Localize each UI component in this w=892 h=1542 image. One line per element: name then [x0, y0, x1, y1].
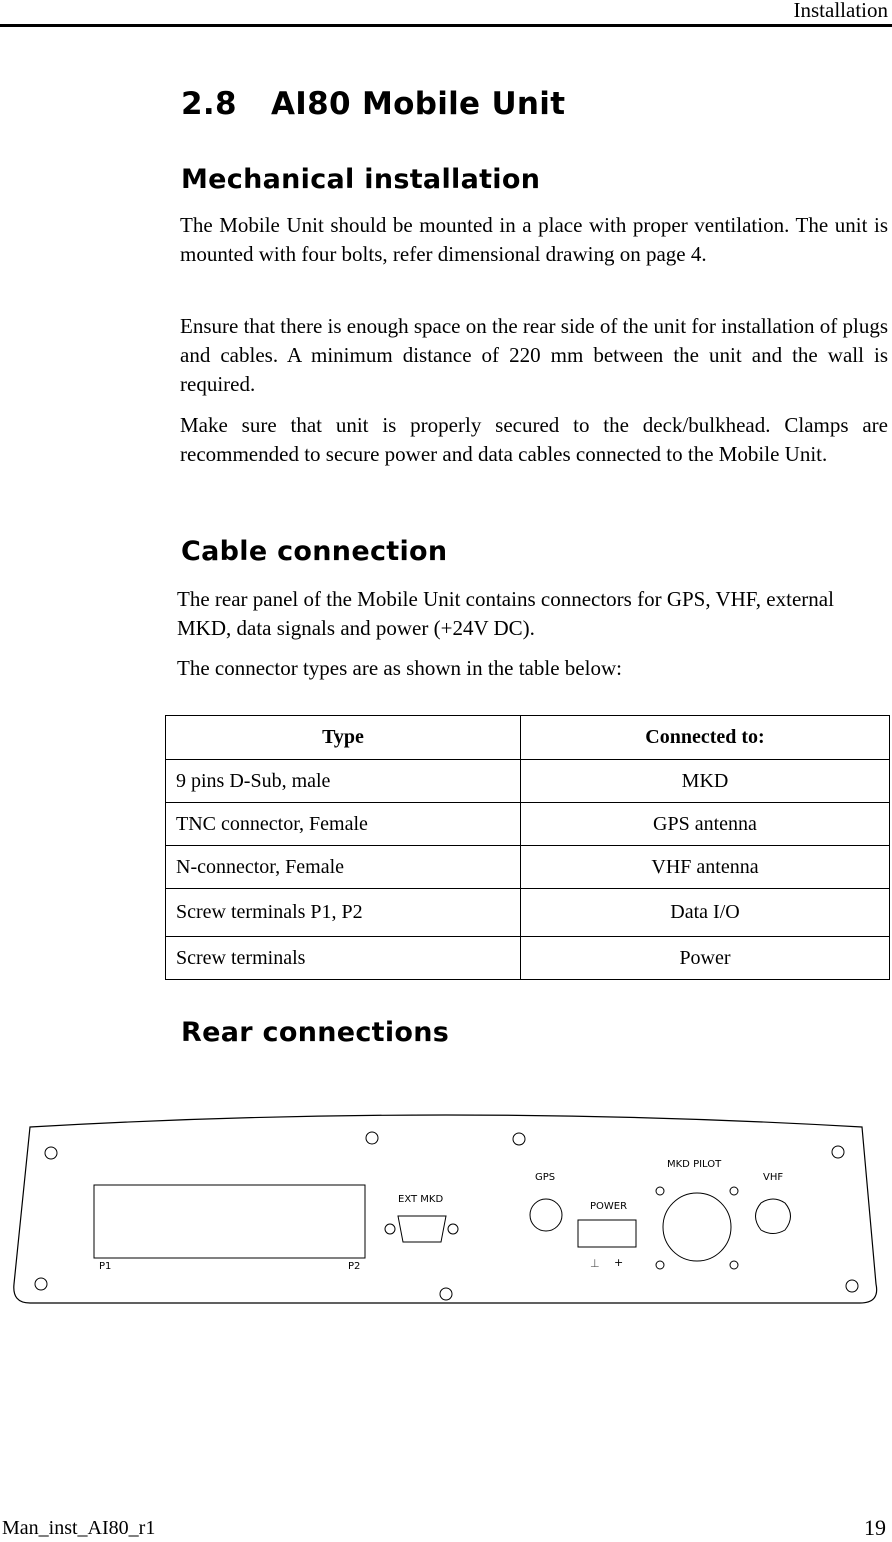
table-header-type: Type [166, 716, 521, 760]
table-row [166, 846, 890, 889]
mechanical-paragraph-3: Make sure that unit is properly secured to the deck/bulkhead. Clamps are recommended to secure power and data cables connected to the Mobile Unit. [180, 413, 888, 466]
table-cell-type: Screw terminals [166, 937, 521, 980]
table-cell-connected: Power [521, 937, 890, 980]
dsub-screw [448, 1224, 458, 1234]
gps-connector [530, 1199, 562, 1231]
cable-paragraph-1: The rear panel of the Mobile Unit contains connectors for GPS, VHF, external MKD, data signals and power (+24V DC). [177, 587, 834, 640]
pilot-screw [730, 1187, 738, 1195]
mounting-hole [832, 1146, 844, 1158]
section-number: 2.8 [181, 86, 237, 122]
table-cell-type: TNC connector, Female [166, 803, 521, 846]
mechanical-paragraph-2: Ensure that there is enough space on the rear side of the unit for installation of plugs and cables. A minimum distance of 220 mm between the unit and the wall is required. [180, 314, 888, 396]
mounting-hole [35, 1278, 47, 1290]
connector-table [165, 715, 890, 980]
panel-outline [14, 1115, 877, 1303]
table-cell-connected: Data I/O [521, 889, 890, 937]
mounting-hole [846, 1280, 858, 1292]
mounting-hole [45, 1147, 57, 1159]
mechanical-paragraph-1: The Mobile Unit should be mounted in a place with proper ventilation. The unit is mounted with four bolts, refer dimensional drawing on page 4. [180, 213, 888, 266]
mkd-pilot-connector [663, 1193, 731, 1261]
label-ext-mkd: EXT MKD [398, 1194, 444, 1205]
label-p2: P2 [348, 1261, 361, 1272]
dsub-screw [385, 1224, 395, 1234]
table-cell-connected: MKD [521, 760, 890, 803]
mounting-hole [440, 1288, 452, 1300]
header-rule [0, 24, 892, 27]
section-title: AI80 Mobile Unit [271, 86, 566, 122]
rear-panel-drawing [0, 1100, 892, 1320]
table-row [166, 760, 890, 803]
cable-heading: Cable connection [181, 536, 448, 567]
label-plus: + [614, 1256, 624, 1269]
vhf-connector [756, 1199, 791, 1234]
power-terminal [578, 1220, 636, 1247]
mechanical-heading: Mechanical installation [181, 164, 541, 195]
mounting-hole [366, 1132, 378, 1144]
table-cell-type: N-connector, Female [166, 846, 521, 889]
header-section-title: Installation [793, 0, 888, 22]
footer-doc-id: Man_inst_AI80_r1 [2, 1517, 156, 1539]
terminal-block [94, 1185, 365, 1258]
cable-paragraph-2: The connector types are as shown in the table below: [177, 656, 622, 680]
table-cell-connected: VHF antenna [521, 846, 890, 889]
label-ground: ⊥ [590, 1257, 600, 1270]
label-gps: GPS [535, 1172, 556, 1183]
table-cell-connected: GPS antenna [521, 803, 890, 846]
table-row [166, 803, 890, 846]
table-cell-type: Screw terminals P1, P2 [166, 889, 521, 937]
dsub-connector [398, 1216, 446, 1242]
label-p1: P1 [99, 1261, 112, 1272]
label-vhf: VHF [763, 1172, 784, 1183]
section-heading [181, 86, 565, 122]
table-cell-type: 9 pins D-Sub, male [166, 760, 521, 803]
pilot-screw [656, 1261, 664, 1269]
table-header-connected: Connected to: [521, 716, 890, 760]
label-mkd-pilot: MKD PILOT [667, 1159, 722, 1170]
table-row [166, 937, 890, 980]
footer-page-number: 19 [864, 1515, 886, 1540]
pilot-screw [656, 1187, 664, 1195]
table-header-row [166, 716, 890, 760]
mounting-hole [513, 1133, 525, 1145]
table-row [166, 889, 890, 937]
pilot-screw [730, 1261, 738, 1269]
label-power: POWER [590, 1201, 628, 1212]
rear-heading: Rear connections [181, 1017, 450, 1048]
